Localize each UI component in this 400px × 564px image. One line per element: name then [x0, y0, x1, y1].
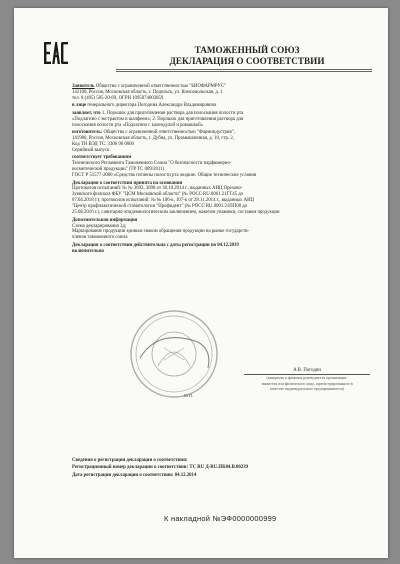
declares-line-2: «Подлагино с экстрактом и шалфеем»; 2. Порошок для приготовления раствора для — [72, 116, 244, 122]
compliance-line-1: Технического Регламента Таможенного Союза "О безопасности парфюмерно- — [72, 161, 232, 167]
declares-label: заявляет, что — [72, 110, 101, 116]
compliance-label: соответствует требованиям — [72, 155, 132, 161]
manufacturer-label: изготовитель: — [72, 130, 103, 136]
basis-label: Декларация о соответствии принята на основании — [72, 180, 183, 186]
document-header — [132, 45, 362, 67]
compliance-line-2: косметической продукции" (ТР ТС 009/2011) — [72, 167, 165, 173]
declares-line-1: 1. Порошок для приготовления раствора для полоскания полости рта — [101, 110, 244, 116]
header-title: ДЕКЛАРАЦИЯ О СООТВЕТСТВИИ — [169, 56, 325, 66]
extra-line-3: членов таможенного союза — [72, 235, 128, 241]
represented-label: в лице — [72, 103, 87, 109]
signer-caption-3: качестве индивидуального предпринимателя) — [270, 387, 344, 392]
signer-caption-2: заявителя или физического лица, зарегистрированного в — [261, 381, 353, 386]
applicant-label: Заявитель — [72, 84, 95, 89]
registration-number-label: Регистрационный номер декларации о соответствии: — [72, 465, 189, 471]
declares-line-3: полоскания полости рта «Подлагино с календулой и ромашкой» — [72, 122, 204, 128]
header-union: ТАМОЖЕННЫЙ СОЮЗ — [194, 45, 300, 55]
applicant-name: Общество с ограниченной ответственностью "БИОФАРМРУС" — [95, 84, 226, 89]
registration-date-label: Дата регистрации декларации о соответствии: — [72, 472, 174, 478]
extra-line-2: Маркирование продукции единым знаком обращения продукции на рынке государств- — [72, 229, 250, 235]
signature-block — [244, 368, 370, 392]
header-divider — [116, 69, 372, 70]
registration-date: 04.12.2014 — [174, 472, 197, 478]
manufacturer-line-1: Общество с ограниченной ответственностью "Фарминдустрия", — [103, 130, 235, 136]
manufacturer-line-2: 141980, Россия, Московская область, г. Дубна, ул. Промышленная, д. 10, стр. 2, — [72, 136, 234, 142]
represented-value: генерального директора Погодина Александра Владимировича — [87, 103, 217, 109]
company-seal-icon — [128, 308, 220, 400]
validity-text: Декларация о соответствии действительна с даты регистрации по 04.12.2019 — [72, 242, 239, 248]
manufacturer-line-4: Серийный выпуск — [72, 147, 110, 153]
registration-issued-label: Сведения о регистрации декларации о соответствии: — [72, 458, 188, 463]
applicant-contacts: тел. 8 (495) 585-20-69, ОГРН 1095074003859 — [72, 95, 164, 101]
signer-caption-1: (инициалы и фамилия руководителя организации- — [266, 376, 348, 380]
validity-suffix: включительно — [72, 248, 104, 254]
invoice-stamp: К накладной №ЭФ0000000999 — [164, 514, 277, 523]
basis-line-4: "Центр профилактической стоматологии "Профидент" (№ РОСС RU.0001.21ПП08 до — [72, 204, 248, 210]
basis-line-5: 25.08.2016 г.), санитарно-эпидемиологическим заключением, макетом упаковки, составом продукции — [72, 210, 280, 216]
registration-block — [72, 458, 368, 480]
basis-line-3: 07.04.2018 г.); протоколов испытаний: № № 106-к, 107-к от 28.11.2014 г., выданных АИЦ — [72, 198, 255, 204]
mp-mark: М.П. — [184, 393, 194, 398]
eac-mark-icon — [44, 42, 68, 64]
basis-line-1: Протоколов испытаний: № № 3693, 3698 от 30.10.2014 г., выданных АИЦ Орехово- — [72, 186, 243, 192]
declaration-sheet — [14, 8, 388, 558]
basis-line-2: Зуевского филиала ФБУ "ЦСМ Московской области" (№ РОСС RU.0001.21ГТ45 до — [72, 192, 244, 198]
compliance-line-3: ГОСТ Р 51577-2000 «Средства гигиены полости рта жидкие. Общие технические условия — [72, 173, 257, 179]
signer-name: А.В. Погодин — [244, 368, 370, 375]
declaration-body — [72, 84, 368, 256]
extra-label: Дополнительная информация — [72, 217, 138, 223]
manufacturer-line-3: Код ТН ВЭД ТС: 3306 90 0000 — [72, 141, 134, 147]
applicant-address: 142100, Россия, Московская область, г. Подольск, ул. Комсомольская, д. 1 — [72, 89, 223, 95]
registration-number: ТС RU Д-RU.ПК04.В.00239 — [189, 465, 248, 471]
extra-line-1: Схема декларирования 3д; — [72, 223, 127, 229]
header-divider-2 — [116, 71, 372, 72]
